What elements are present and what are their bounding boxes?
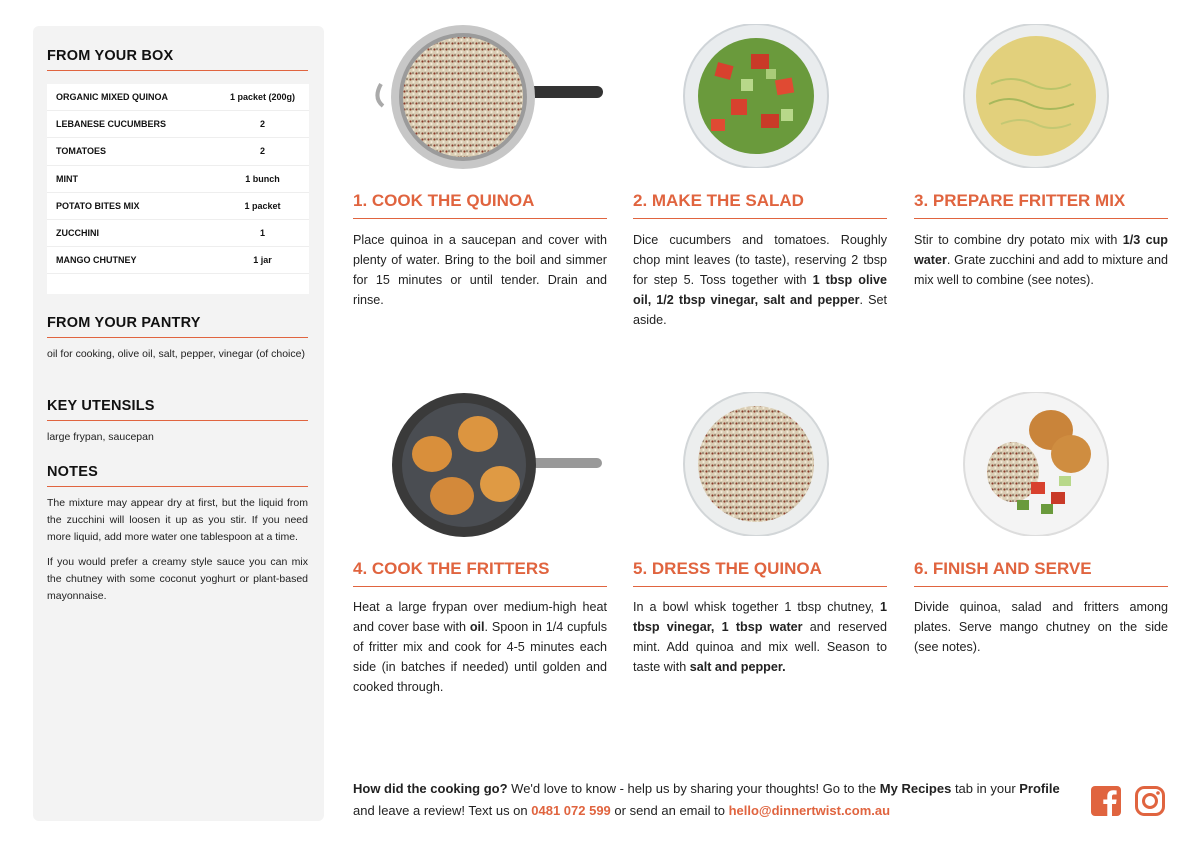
box-section — [47, 48, 308, 71]
ingredient-name: LEBANESE CUCUMBERS — [56, 119, 167, 130]
step-text-bold: 1 tbsp olive oil, 1/2 tbsp vinegar, salt and pepper — [633, 273, 887, 307]
box-ingredients-table — [47, 84, 309, 294]
feedback-footer — [353, 778, 1073, 822]
ingredient-name: TOMATOES — [56, 146, 107, 157]
step-text-segment: In a bowl whisk together 1 tbsp chutney, — [633, 600, 880, 614]
step-text-segment: and reserved mint. Add quinoa and mix well. Season to taste with — [633, 620, 887, 674]
ingredient-row — [47, 138, 309, 165]
salad-bowl-photo — [681, 24, 831, 168]
footer-contact-link[interactable]: hello@dinnertwist.com.au — [728, 803, 891, 818]
fritters-frypan-photo — [390, 392, 602, 538]
ingredient-name: ZUCCHINI — [56, 228, 99, 239]
utensils-text: large frypan, saucepan — [47, 431, 154, 443]
step-6-title: 6. FINISH AND SERVE — [914, 559, 1168, 587]
ingredient-row — [47, 166, 309, 193]
ingredient-name: MINT — [56, 173, 78, 184]
step-2-text — [633, 230, 887, 330]
notes-paragraph-1: The mixture may appear dry at first, but the liquid from the zucchini will loosen it up as you stir. If you need more liquid, add more water one tablespoon at a time. — [47, 497, 308, 543]
instagram-icon[interactable] — [1134, 785, 1166, 817]
step-text-segment: . Grate zucchini and add to mixture and mix well to combine (see notes). — [914, 253, 1168, 287]
step-text-segment: Dice cucumbers and tomatoes. Roughly chop mint leaves (to taste), reserving 2 tbsp for step 5. Toss together with — [633, 233, 887, 287]
utensils-section — [47, 398, 308, 446]
step-text-segment: Divide quinoa, salad and fritters among plates. Serve mango chutney on the side (see notes). — [914, 600, 1168, 654]
step-text-bold: 1/3 cup water — [914, 233, 1168, 267]
quinoa-saucepan-photo — [373, 24, 603, 170]
footer-text: tab in your — [951, 781, 1020, 796]
fritter-mix-bowl-photo — [961, 24, 1111, 168]
step-4-text — [353, 597, 607, 697]
facebook-icon[interactable] — [1090, 785, 1122, 817]
footer-text: and leave a review! Text us on — [353, 803, 532, 818]
ingredient-row — [47, 247, 309, 274]
utensils-title: KEY UTENSILS — [47, 398, 308, 421]
step-text-bold: 1 tbsp vinegar, 1 tbsp water — [633, 600, 887, 634]
ingredient-row — [47, 220, 309, 247]
ingredient-name: MANGO CHUTNEY — [56, 255, 137, 266]
step-6-text — [914, 597, 1168, 657]
ingredient-quantity: 1 jar — [253, 255, 272, 266]
step-text-segment: Heat a large frypan over medium-high heat and cover base with — [353, 600, 607, 634]
footer-text: Profile — [1019, 781, 1060, 796]
pantry-title: FROM YOUR PANTRY — [47, 315, 308, 338]
plated-dish-photo — [961, 392, 1111, 536]
pantry-section — [47, 315, 308, 363]
footer-text: How did the cooking go? — [353, 781, 508, 796]
step-4-title: 4. COOK THE FRITTERS — [353, 559, 607, 587]
ingredient-quantity: 1 packet — [244, 200, 281, 211]
ingredient-quantity: 1 packet (200g) — [229, 92, 296, 103]
quinoa-bowl-photo — [681, 392, 831, 536]
ingredient-name: ORGANIC MIXED QUINOA — [56, 92, 169, 103]
footer-text: My Recipes — [879, 781, 952, 796]
step-text-bold: salt and pepper. — [689, 660, 786, 674]
ingredient-quantity: 1 bunch — [245, 173, 280, 184]
step-3-title: 3. PREPARE FRITTER MIX — [914, 191, 1168, 219]
notes-paragraph-2: If you would prefer a creamy style sauce you can mix the chutney with some coconut yoghurt or plant-based mayonnaise. — [47, 556, 308, 602]
step-1-text — [353, 230, 607, 310]
footer-text: We'd love to know - help us by sharing your thoughts! Go to the — [507, 781, 880, 796]
ingredient-row — [47, 111, 309, 138]
footer-text: or send an email to — [610, 803, 729, 818]
pantry-text: oil for cooking, olive oil, salt, pepper, vinegar (of choice) — [47, 348, 305, 360]
step-text-bold: oil — [469, 620, 485, 634]
ingredient-quantity: 2 — [259, 119, 265, 130]
footer-contact-link[interactable]: 0481 072 599 — [531, 803, 611, 818]
step-text-segment: . Set aside. — [633, 293, 888, 327]
ingredient-name: POTATO BITES MIX — [56, 200, 140, 211]
step-5-text — [633, 597, 887, 677]
step-text-segment: . Spoon in 1/4 cupfuls of fritter mix and cook for 4-5 minutes each side (in batches if needed) until golden and cooked through. — [353, 620, 607, 694]
step-3-text — [914, 230, 1168, 290]
notes-section — [47, 464, 308, 605]
step-text-segment: Place quinoa in a saucepan and cover with plenty of water. Bring to the boil and simmer for 15 minutes or until tender. Drain and rinse. — [353, 233, 607, 307]
ingredient-quantity: 1 — [259, 228, 265, 239]
step-2-title: 2. MAKE THE SALAD — [633, 191, 887, 219]
ingredient-row — [47, 193, 309, 220]
notes-title: NOTES — [47, 464, 308, 487]
ingredient-quantity: 2 — [259, 146, 265, 157]
ingredients-sidebar — [33, 26, 324, 821]
ingredient-row — [47, 84, 309, 111]
step-5-title: 5. DRESS THE QUINOA — [633, 559, 887, 587]
step-text-segment: Stir to combine dry potato mix with — [914, 233, 1123, 247]
box-title: FROM YOUR BOX — [47, 48, 308, 71]
step-1-title: 1. COOK THE QUINOA — [353, 191, 607, 219]
